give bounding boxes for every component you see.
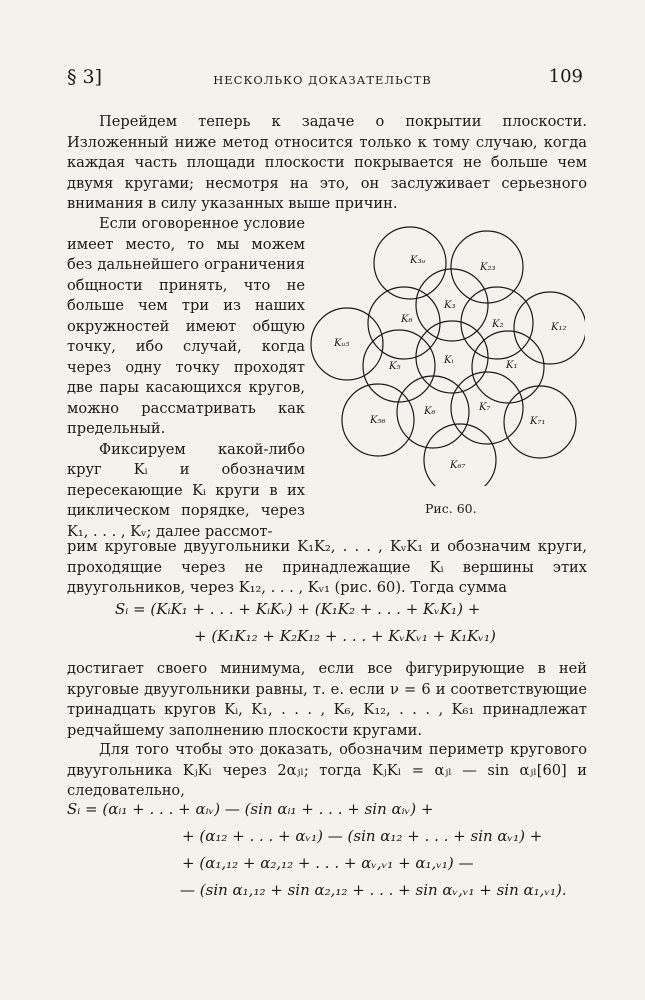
circle-k12 xyxy=(514,292,585,364)
circle-k67 xyxy=(424,424,496,486)
section-marker: § 3] xyxy=(67,66,103,88)
label-k12: K₁₂ xyxy=(551,322,567,333)
page-number: 109 xyxy=(548,66,583,87)
label-k3u: K₃ᵤ xyxy=(410,255,426,266)
paragraph-fix: Фиксируем какой-либо круг Kᵢ и обозначим пересекающие Kᵢ круги в их циклическом порядке, через K₁, . . . , Kᵥ; далее рассмот- xyxy=(67,440,305,540)
figure-60-circles xyxy=(305,226,585,486)
paragraph-minimum: достигает своего минимума, если все фигурирующие в ней круговые двуугольники равны, т. е. если ν = 6 и соответствующие тринадцать кругов Kᵢ, K₁, . . . , K₆, K₁₂, . . . , K₆₁ принадлежат редчайшему заполнению плоскости кругами. xyxy=(67,660,587,739)
figure-caption: Рис. 60. xyxy=(425,501,477,516)
paragraph-condition: Если оговоренное условие имеет место, то мы можем без дальнейшего ограничения общности принять, что не больше чем три из наших окружностей имеют общую точку, ибо случай, когда через одну точку проходят две пары касающихся кругов, можно рассматривать как предельный. xyxy=(67,215,305,437)
label-k6-lower: K₆ xyxy=(424,406,436,417)
formula-sum-line-2: + (K₁K₁₂ + K₂K₁₂ + . . . + KᵥKᵥ₁ + K₁Kᵥ₁) xyxy=(194,627,496,645)
paragraph-intro: Перейдем теперь к задаче о покрытии плоскости. Изложенный ниже метод относится только к тому случаю, когда каждая часть площади плоскости покрывается не больше чем двумя кругами; несмотря на это, он заслуживает серьезного внимания в силу указанных выше причин. xyxy=(67,113,587,212)
label-k56: K₅₆ xyxy=(370,415,386,426)
formula-sum-line-1: Sᵢ = (KᵢK₁ + . . . + KᵢKᵥ) + (K₁K₂ + . . . + KᵥK₁) + xyxy=(115,600,481,618)
formula-expanded-line-2: + (α₁₂ + . . . + αᵥ₁) — (sin α₁₂ + . . . + sin αᵥ₁) + xyxy=(182,827,543,845)
label-ku5: Kᵤ₅ xyxy=(334,338,350,349)
label-k5: K₅ xyxy=(389,361,401,372)
formula-expanded-line-3: + (α₁,₁₂ + α₂,₁₂ + . . . + αᵥ,ᵥ₁ + α₁,ᵥ₁) — xyxy=(182,854,474,872)
label-k6-upper: K₆ xyxy=(401,314,413,325)
formula-expanded-line-4: — (sin α₁,₁₂ + sin α₂,₁₂ + . . . + sin αᵥ,ᵥ₁ + sin α₁,ᵥ₁). xyxy=(180,881,567,899)
paragraph-lunes: рим круговые двуугольники K₁K₂, . . . , KᵥK₁ и обозначим круги, проходящие через не принадлежащие Kᵢ вершины этих двуугольников, через K₁₂, . . . , Kᵥ₁ (рис. 60). Тогда сумма xyxy=(67,538,587,596)
label-k1: K₁ xyxy=(506,360,518,371)
label-k7: K₇ xyxy=(479,402,491,413)
label-k67: K₆₇ xyxy=(450,460,466,471)
label-k2: K₂ xyxy=(492,319,504,330)
running-title: НЕСКОЛЬКО ДОКАЗАТЕЛЬСТВ xyxy=(213,73,432,87)
paragraph-proof: Для того чтобы это доказать, обозначим периметр кругового двуугольника KⱼKₗ через 2αⱼₗ; тогда KⱼKₗ = αⱼₗ — sin αⱼₗ[60] и следовательно, xyxy=(67,741,587,799)
label-k23: K₂₃ xyxy=(480,262,496,273)
label-k3: K₃ xyxy=(444,300,456,311)
left-column-text xyxy=(67,214,305,542)
label-k71: K₇₁ xyxy=(530,416,546,427)
label-ki: Kᵢ xyxy=(444,355,454,366)
formula-expanded-line-1: Sᵢ = (αᵢ₁ + . . . + αᵢᵥ) — (sin αᵢ₁ + . . . + sin αᵢᵥ) + xyxy=(67,800,434,818)
